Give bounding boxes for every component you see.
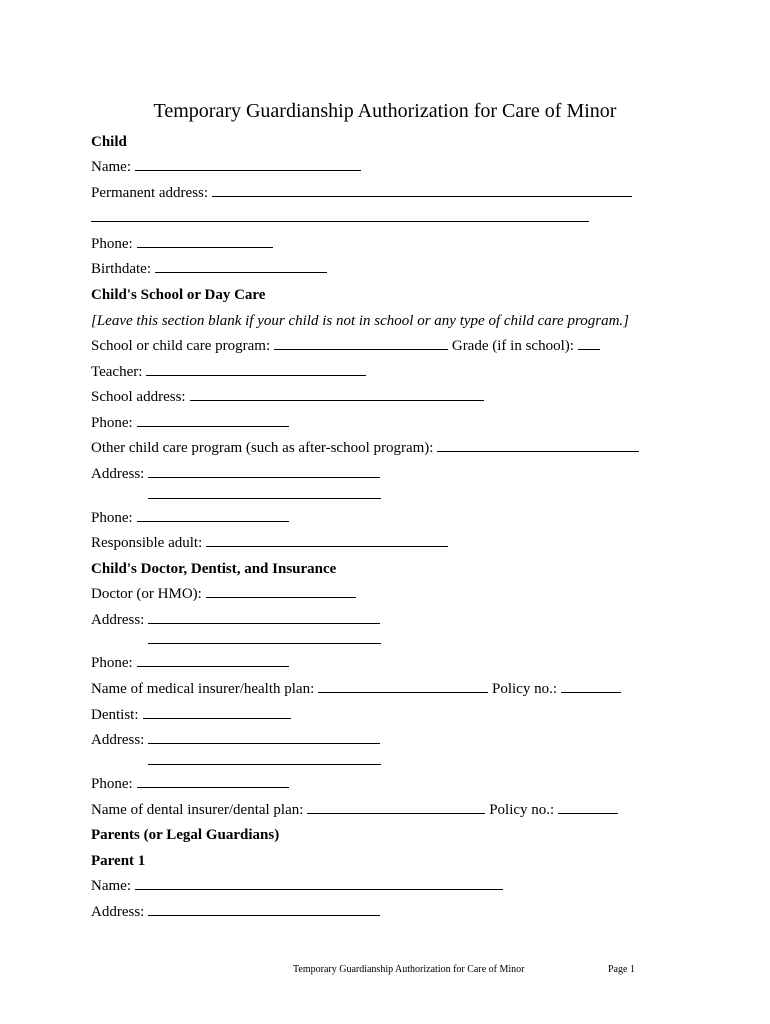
- parent1-address-field[interactable]: [148, 901, 380, 916]
- other-program-label: Other child care program (such as after-school program):: [91, 440, 434, 456]
- school-phone-label: Phone:: [91, 415, 133, 431]
- child-birthdate-label: Birthdate:: [91, 261, 151, 277]
- footer-title: Temporary Guardianship Authorization for Care of Minor: [293, 964, 525, 975]
- teacher-field[interactable]: [146, 361, 366, 376]
- responsible-adult-row: [91, 532, 448, 554]
- child-birthdate-row: [91, 258, 327, 280]
- other-program-address-row: [91, 463, 380, 485]
- responsible-adult-field[interactable]: [206, 532, 448, 547]
- school-phone-field[interactable]: [137, 412, 289, 427]
- school-note: [Leave this section blank if your child is not in school or any type of child care program.]: [91, 313, 629, 329]
- section-heading-school: Child's School or Day Care: [91, 287, 266, 303]
- doctor-phone-field[interactable]: [137, 652, 289, 667]
- dentist-phone-row: [91, 773, 289, 795]
- section-heading-parent1: Parent 1: [91, 853, 146, 869]
- doctor-address-field[interactable]: [148, 609, 380, 624]
- doctor-address-label: Address:: [91, 612, 145, 628]
- dentist-phone-label: Phone:: [91, 776, 133, 792]
- grade-field[interactable]: [578, 335, 600, 350]
- school-program-field[interactable]: [274, 335, 448, 350]
- school-phone-row: [91, 412, 289, 434]
- child-address-label: Permanent address:: [91, 185, 209, 201]
- dentist-address-field[interactable]: [148, 729, 380, 744]
- other-program-address-field[interactable]: [148, 463, 380, 478]
- parent1-name-row: [91, 875, 503, 897]
- other-program-phone-row: [91, 507, 289, 529]
- school-address-row: [91, 386, 484, 408]
- school-address-field[interactable]: [190, 386, 484, 401]
- parent1-address-label: Address:: [91, 904, 145, 920]
- child-name-label: Name:: [91, 159, 131, 175]
- child-address-row: [91, 182, 632, 204]
- dentist-address-row: [91, 729, 380, 751]
- dentist-field[interactable]: [143, 704, 291, 719]
- doctor-field[interactable]: [206, 583, 356, 598]
- section-heading-child: Child: [91, 134, 127, 150]
- teacher-label: Teacher:: [91, 364, 143, 380]
- medical-policy-field[interactable]: [561, 678, 621, 693]
- footer-page-number: Page 1: [608, 964, 635, 975]
- child-phone-row: [91, 233, 273, 255]
- parent1-name-field[interactable]: [135, 875, 503, 890]
- dental-policy-label: Policy no.:: [489, 802, 555, 818]
- child-address-field-line2[interactable]: [91, 221, 589, 222]
- child-name-row: [91, 156, 361, 178]
- parent1-address-row: [91, 901, 380, 923]
- dentist-address-field-line2[interactable]: [148, 764, 381, 765]
- school-address-label: School address:: [91, 389, 186, 405]
- other-program-address-label: Address:: [91, 466, 145, 482]
- other-program-phone-field[interactable]: [137, 507, 289, 522]
- child-name-field[interactable]: [135, 156, 361, 171]
- doctor-phone-label: Phone:: [91, 655, 133, 671]
- other-program-field[interactable]: [437, 437, 639, 452]
- other-program-phone-label: Phone:: [91, 510, 133, 526]
- dentist-label: Dentist:: [91, 707, 139, 723]
- section-heading-parents: Parents (or Legal Guardians): [91, 827, 280, 843]
- doctor-row: [91, 583, 356, 605]
- other-program-address-field-line2[interactable]: [148, 498, 381, 499]
- medical-policy-label: Policy no.:: [492, 681, 558, 697]
- doctor-phone-row: [91, 652, 289, 674]
- school-program-label: School or child care program:: [91, 338, 271, 354]
- other-program-row: [91, 437, 639, 459]
- dentist-phone-field[interactable]: [137, 773, 289, 788]
- child-birthdate-field[interactable]: [155, 258, 327, 273]
- dental-policy-field[interactable]: [558, 799, 618, 814]
- child-phone-field[interactable]: [137, 233, 273, 248]
- medical-insurer-label: Name of medical insurer/health plan:: [91, 681, 315, 697]
- dentist-row: [91, 704, 291, 726]
- doctor-address-row: [91, 609, 380, 631]
- dental-insurer-row: [91, 799, 618, 821]
- dental-insurer-label: Name of dental insurer/dental plan:: [91, 802, 304, 818]
- dentist-address-label: Address:: [91, 732, 145, 748]
- grade-label: Grade (if in school):: [451, 338, 574, 354]
- responsible-adult-label: Responsible adult:: [91, 535, 203, 551]
- dental-insurer-field[interactable]: [307, 799, 485, 814]
- doctor-label: Doctor (or HMO):: [91, 586, 202, 602]
- child-phone-label: Phone:: [91, 236, 133, 252]
- medical-insurer-row: [91, 678, 621, 700]
- parent1-name-label: Name:: [91, 878, 131, 894]
- page-title: Temporary Guardianship Authorization for Care of Minor: [153, 100, 617, 122]
- school-program-row: [91, 335, 600, 357]
- medical-insurer-field[interactable]: [318, 678, 488, 693]
- section-heading-medical: Child's Doctor, Dentist, and Insurance: [91, 561, 337, 577]
- doctor-address-field-line2[interactable]: [148, 643, 381, 644]
- teacher-row: [91, 361, 366, 383]
- child-address-field[interactable]: [212, 182, 632, 197]
